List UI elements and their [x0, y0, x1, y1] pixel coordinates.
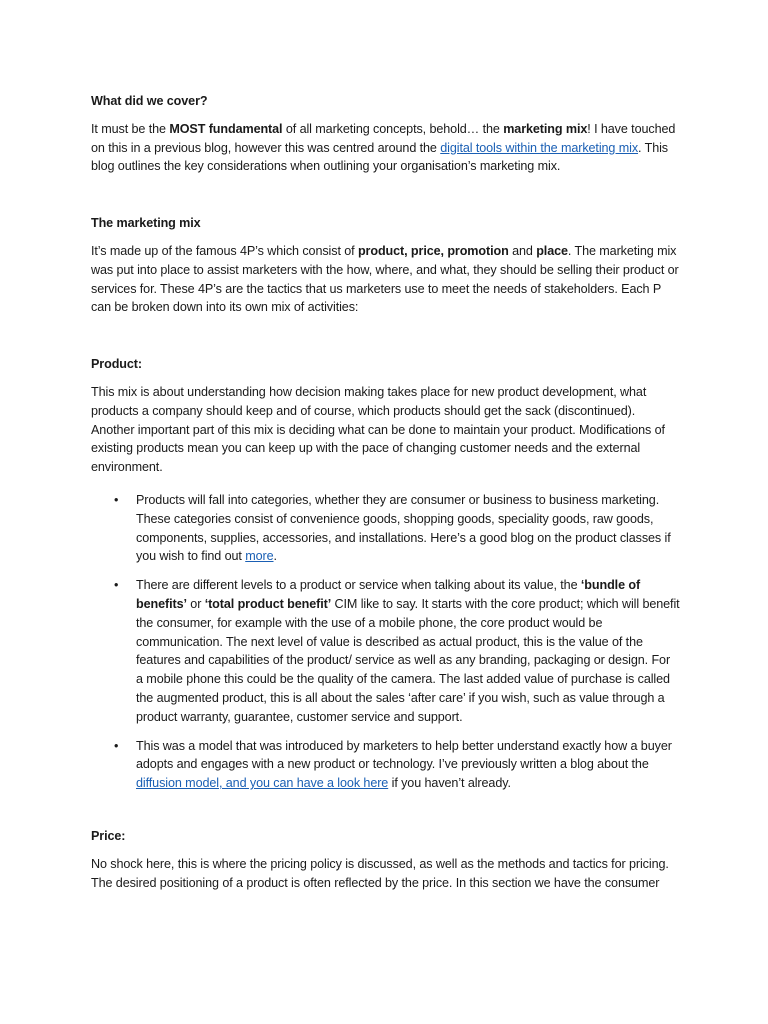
text-run: It’s made up of the famous 4P’s which consist of — [91, 243, 358, 258]
price-intro-paragraph: No shock here, this is where the pricing policy is discussed, as well as the methods and tactics for pricing. The desired positioning of a product is often reflected by the price. In this section we have the consumer — [91, 856, 669, 890]
text-run: . — [273, 549, 277, 564]
diffusion-model-link[interactable]: diffusion model, and you can have a look here — [136, 776, 389, 791]
bullet-dot: • — [114, 738, 119, 753]
text-run: CIM like to say. It starts with the core product; which will benefit the consumer, for example with the use of a mobile phone, the core product would be communication. The next level of value is described as actual product, this is the value of the features and capabilities of the product/ service as well as any branding, packaging or design. For a mobile phone this could be the quality of the camera. The last added value of purchase is called the augmented product, this is all about the sales ‘after care’ if you wish, such as value through a product warranty, guarantee, customer service and support. — [136, 596, 680, 724]
bold-text: place — [536, 243, 568, 258]
text-run: ! I have touched on this in a previous blog, however this was centred around the — [91, 121, 676, 155]
more-link[interactable]: more — [245, 549, 274, 564]
text-run: This was a model that was introduced by marketers to help better understand exactly how a buyer adopts and engages with a new product or technology. I’ve previously written a blog about the — [136, 738, 672, 772]
digital-tools-link[interactable]: digital tools within the marketing mix — [440, 140, 639, 155]
heading-product: Product: — [91, 357, 142, 372]
text-run: . This blog outlines the key considerations when outlining your organisation’s marketing mix. — [91, 140, 668, 174]
heading-what-did-we-cover: What did we cover? — [91, 94, 208, 108]
text-run: or — [186, 596, 205, 611]
text-run: . The marketing mix was put into place to assist marketers with the how, where, and what, they should be selling their product or services for. These 4P’s are the tactics that us marketers use to meet the needs of stakeholders. Each P can be broken down into its own mix of activities: — [91, 243, 679, 315]
text-run: if you haven’t already. — [388, 776, 511, 791]
text-run: of all marketing concepts, behold… the — [282, 121, 504, 136]
bold-text: ‘bundle of benefits’ — [136, 578, 641, 611]
list-item — [114, 576, 680, 726]
spacer — [91, 331, 680, 355]
text-run: and — [508, 243, 537, 258]
spacer — [91, 190, 680, 214]
list-item — [114, 491, 680, 566]
product-bullet-list — [91, 491, 680, 793]
heading-marketing-mix: The marketing mix — [91, 216, 201, 231]
heading-price: Price: — [91, 828, 126, 843]
text-run: There are different levels to a product or service when talking about its value, the — [136, 578, 581, 593]
bold-text: marketing mix — [503, 121, 588, 136]
bullet-dot: • — [114, 492, 119, 507]
list-item — [114, 737, 680, 793]
bullet-dot: • — [114, 578, 119, 593]
product-intro-paragraph: This mix is about understanding how decision making takes place for new product development, what products a company should keep and of course, which products should get the sack (discontinued). Another important part of this mix is deciding what can be done to maintain your product. Modifications of existing products mean you can keep up with the pace of changing customer needs and the external environment. — [91, 384, 665, 475]
marketing-mix-paragraph — [91, 242, 680, 317]
bold-text: MOST fundamental — [169, 121, 283, 136]
bold-text: ‘total product benefit’ — [204, 596, 332, 611]
cover-paragraph — [91, 120, 680, 176]
text-run: It must be the — [91, 121, 170, 136]
text-run: Products will fall into categories, whether they are consumer or business to business marketing. These categories consist of convenience goods, shopping goods, speciality goods, raw goods, components, supplies, accessories, and installations. Here’s a good blog on the product classes if you wish to find out — [136, 492, 671, 564]
spacer — [91, 803, 680, 827]
bold-text: product, price, promotion — [357, 243, 509, 258]
